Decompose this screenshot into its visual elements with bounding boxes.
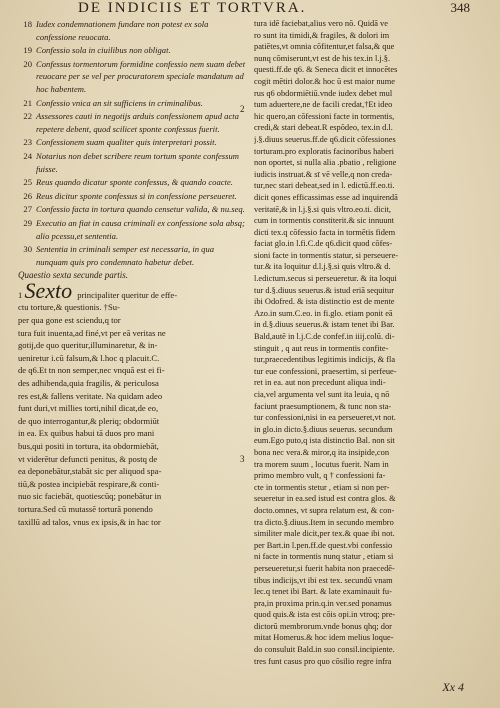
body-line: taxillū ad talos, vnus ex ipsis,& in hac tor <box>18 516 161 527</box>
body-line: tura fuit inuenta,ad finé,vt per eā veritas ne <box>18 327 166 338</box>
body-line: faciunt praesumptionem, & tunc non sta- <box>254 401 392 411</box>
initial-word: Sexto <box>24 281 73 302</box>
summary-item <box>18 110 246 135</box>
body-line: res est,& fallens veritate. Na quidam adeo <box>18 390 163 401</box>
body-line: tra dicto.§.diuus.Item in secundo membro <box>254 517 394 527</box>
body-line: stinguit , q aut reus in tormentis confite- <box>254 343 389 353</box>
body-line: de q6.Et tn non semper,nec vnquā est ei fi- <box>18 365 165 376</box>
body-line: dictorū membrorum.vnde bonus qhq; dor <box>254 621 392 631</box>
body-line: nuo sic faciebāt, quotiescūq; ponebātur in <box>18 491 162 502</box>
body-line: credi,& stari debeat.R espōdeo, tex.in d.l. <box>254 123 393 133</box>
summary-number: 29 <box>23 217 32 228</box>
summary-number: 26 <box>23 190 32 201</box>
body-line: cia,vel argumenta vel sunt ita leuia, q nō <box>254 390 390 399</box>
summary-text: Confessus tormentorum formidine confessio nem suam debet reuocare per se vel per procuratorem speciale mandatum ad hoc habentem. <box>36 58 246 94</box>
summary-number: 30 <box>23 244 32 255</box>
body-line: do consuluit Bald.in suo consil.incipiente. <box>254 645 395 655</box>
body-line: gotij,de quo queritur,illuminaretur, & in- <box>18 340 158 351</box>
summary-item <box>18 150 246 175</box>
body-line: quod quis.& ista est cōis opi.in vtroq; pre- <box>254 610 396 620</box>
page-number: 348 <box>450 0 470 15</box>
summary-number: 19 <box>23 45 32 56</box>
summary-item <box>18 203 246 216</box>
body-line: eum.Ego puto,q ista distinctio Bal. non sit <box>254 436 395 446</box>
summary-number: 20 <box>23 58 32 69</box>
margin-number: 2 <box>240 104 245 114</box>
body-line: perseueretur,si fuerit habita non praecedē- <box>254 563 395 573</box>
body-line: cum in tormentis constiterit.& sic innuunt <box>254 216 395 226</box>
summary-item <box>18 176 246 189</box>
quaestio-heading: Quaestio sexta secunde partis. <box>18 270 128 281</box>
body-line: dicit qones efficassimas esse ad inquirendā <box>254 192 398 202</box>
body-line: tibus indicijs,vt ibi est tex. secundū vnam <box>254 575 393 585</box>
body-line: funt duri,vt millies torti,nihil dicat,de eo, <box>18 403 159 414</box>
summary-text: Confessio sola in ciuilibus non obligat. <box>36 45 171 56</box>
body-line: j.§.diuus seuerus.ff.de q6.dicit cōfessiones <box>254 134 396 144</box>
body-line: cogit mētiri dolor.& hoc ū est maior nume <box>254 76 395 86</box>
body-line: tur,nec stari debeat,sed in l. edictū.ff.eo.ti. <box>254 181 395 191</box>
running-head-title: DE INDICIIS ET TORTVRA. <box>78 0 307 16</box>
right-column <box>254 18 478 667</box>
body-line: ret in ea. aut non precedunt aliqua indi- <box>254 378 386 388</box>
running-head <box>0 0 500 16</box>
summary-item <box>18 44 246 57</box>
body-line: tra morem suum , locutus fuerit. Nam in <box>254 459 389 469</box>
body-line: non oportet, si nulla alia .pbatio , religione <box>254 158 397 168</box>
summary-list <box>18 18 246 268</box>
body-line: tur d.§.diuus seuerus.& istud eriā sequitur <box>254 285 395 295</box>
body-line: primo membro vult, q † confessioni fa- <box>254 471 386 481</box>
body-line: bona nec vera.& miror,q ita insipide,con <box>254 447 390 457</box>
summary-text: Confessionem suam qualiter quis interpretari possit. <box>36 137 217 148</box>
body-line: hic quero,an cōfessioni facte in tormentis, <box>254 111 395 121</box>
summary-item <box>18 243 246 268</box>
body-line: Bald,autē in l.j.C.de confef.in iiij.colū. di- <box>254 332 395 342</box>
body-line: in d.§.diuus seuerus.& istam tenet ibi Bar. <box>254 320 395 330</box>
body-line: sioni facte in tormentis statur, si perseuere- <box>254 250 399 260</box>
body-line: tres funt casus pro quo cōsilio regre infra <box>254 656 392 666</box>
summary-number: 25 <box>23 177 32 188</box>
body-line: des adhibenda,quia fragilis, & periculosa <box>18 378 159 389</box>
body-line: dicti tex.q cōfessio facta in tormētis fidem <box>254 227 396 237</box>
summary-text: Reus quando dicatur sponte confessus, & quando coacte. <box>36 177 233 188</box>
body-line: per Bart.in l.pen.ff.de quest.vbi confessio <box>254 540 393 550</box>
summary-item <box>18 58 246 96</box>
body-line: veritatē,& in l.j.§.si quis vltro.eo.ti. dicit, <box>254 204 392 214</box>
body-line: torturam.pro exploratis facinoribus haberi <box>254 146 395 156</box>
body-line: similiter male dicit,per tex.& quae ibi not. <box>254 529 395 539</box>
summary-text: Confessio vnica an sit sufficiens in criminalibus. <box>36 97 203 108</box>
left-body-text <box>18 282 246 528</box>
summary-text: Notarius non debet scribere reum tortum sponte confessum fuisse. <box>36 150 239 174</box>
body-line: tur,praecedentibus legitimis indicijs, & fla <box>254 355 396 365</box>
body-line: l.edictum.secus si perseueretur. & ita loqui <box>254 274 397 284</box>
body-line: de quo interrogantur,& pleriq; obdormiūt <box>18 415 160 426</box>
summary-number: 23 <box>23 137 32 148</box>
body-line: ni facte in tormentis nunq statur , etiam si <box>254 552 394 562</box>
body-line: Azo.in sum.C.eo. in fi.glo. etiam ponit eā <box>254 308 393 318</box>
summary-item <box>18 217 246 242</box>
body-line: ro sunt ita timidi,& fragiles, & dolori im <box>254 30 390 40</box>
body-line: tiū,& postea incipiebāt respirare,& conti- <box>18 478 160 489</box>
summary-item <box>18 97 246 110</box>
body-line: cte in tormentis stetur , etiam si non per- <box>254 482 390 492</box>
summary-text: Executio an fiat in causa criminali ex confessione sola absq; alio pcessu,et sententia. <box>36 217 245 241</box>
body-line: docto.omnes, vt supra relatum est, & con- <box>254 505 395 515</box>
summary-text: Assessores cauti in negotijs arduis confessionem apud acta repetere debent, quod scilicet sponte confessus fuerit. <box>36 111 239 134</box>
summary-item <box>18 18 246 43</box>
body-line: pra,in proxima prin.q.in ver.sed ponamus <box>254 598 392 608</box>
body-line: patiētes,vt omnia cōfitentur,et falsa,& que <box>254 42 395 52</box>
body-line: ctu torture,& questionis. †Su- <box>18 302 120 313</box>
body-line: tur eue confessioni, praesertim, si perfeue- <box>254 366 397 376</box>
body-line: faciat glo.in l.fi.C.de q6.dicit quod cōfes- <box>254 239 393 249</box>
body-line: per qua gone est sciendu,q tor <box>18 315 121 326</box>
summary-number: 21 <box>23 97 32 108</box>
body-line: tortura.Sed cū mutassē torturā ponendo <box>18 503 153 514</box>
summary-text: Confessio facta in tortura quando censetur valida, & nu.seq. <box>36 204 245 215</box>
body-line: questi.ff.de q6. & Seneca dicit et innocētes <box>254 65 398 75</box>
summary-number: 22 <box>23 111 32 122</box>
body-line: tur.& ita loquitur d.l.j.§.si quis vltro.& d. <box>254 262 391 272</box>
body-line: ibi Odofred. & ista distinctio est de mente <box>254 297 395 307</box>
body-line: tura idē faciebat,alius vero nō. Quidā ve <box>254 19 388 28</box>
body-line: tum aduertere,ne de facili credat,†Et ideo <box>254 100 393 110</box>
body-line: vt viderētur defuncti penitus, & postq de <box>18 453 158 464</box>
body-line: bus,qui positi in tortura, ita obdormiebāt, <box>18 441 159 451</box>
summary-text: Sententia in criminali semper est necessaria, in qua nunquam quis pro condemnato habetur debet. <box>36 244 215 267</box>
summary-item <box>18 190 246 203</box>
summary-text: Iudex condemnationem fundare non potest ex sola confessione reuocata. <box>36 19 209 42</box>
summary-text: Reus dicitur sponte confessus si in confessione perseueret. <box>36 190 237 201</box>
margin-number: 1 <box>18 289 23 300</box>
body-line: in ea. Ex quibus habui tā duos pro mani <box>18 428 155 439</box>
body-line: mitat Homerus.& hoc idem melius loque- <box>254 633 394 643</box>
signature-mark: Xx 4 <box>442 680 464 694</box>
body-line: iudicis instruat.& sī vē velle,q non creda- <box>254 169 393 179</box>
body-line: rus q6 obdormiētiū.vnde iudex debet mul <box>254 88 393 98</box>
body-line: seueretur in ea.sed istud est contra glos. & <box>254 494 396 504</box>
body-line: nunq cōmiserunt,vt est de his tex.in l.j.§. <box>254 53 391 63</box>
summary-item <box>18 136 246 149</box>
margin-number: 3 <box>240 454 245 464</box>
body-line: principaliter queritur de effe- <box>77 289 178 300</box>
summary-number: 27 <box>23 204 32 215</box>
body-line: ea deponebātur,stabāt sic per aliquod spa- <box>18 466 162 477</box>
left-column <box>18 18 246 528</box>
body-line: tur confessioni,nisi in ea perseueret,vt not. <box>254 413 396 423</box>
body-line: ueniretur i.cū falsum,& l.hoc q placuit.C. <box>18 352 160 363</box>
body-line: lec.q tenet ibi Bart. & late examinauit fu- <box>254 587 392 597</box>
summary-number: 18 <box>23 19 32 29</box>
body-line: in glo.in dicto.§.diuus seuerus. secundum <box>254 424 393 434</box>
summary-number: 24 <box>23 150 32 161</box>
